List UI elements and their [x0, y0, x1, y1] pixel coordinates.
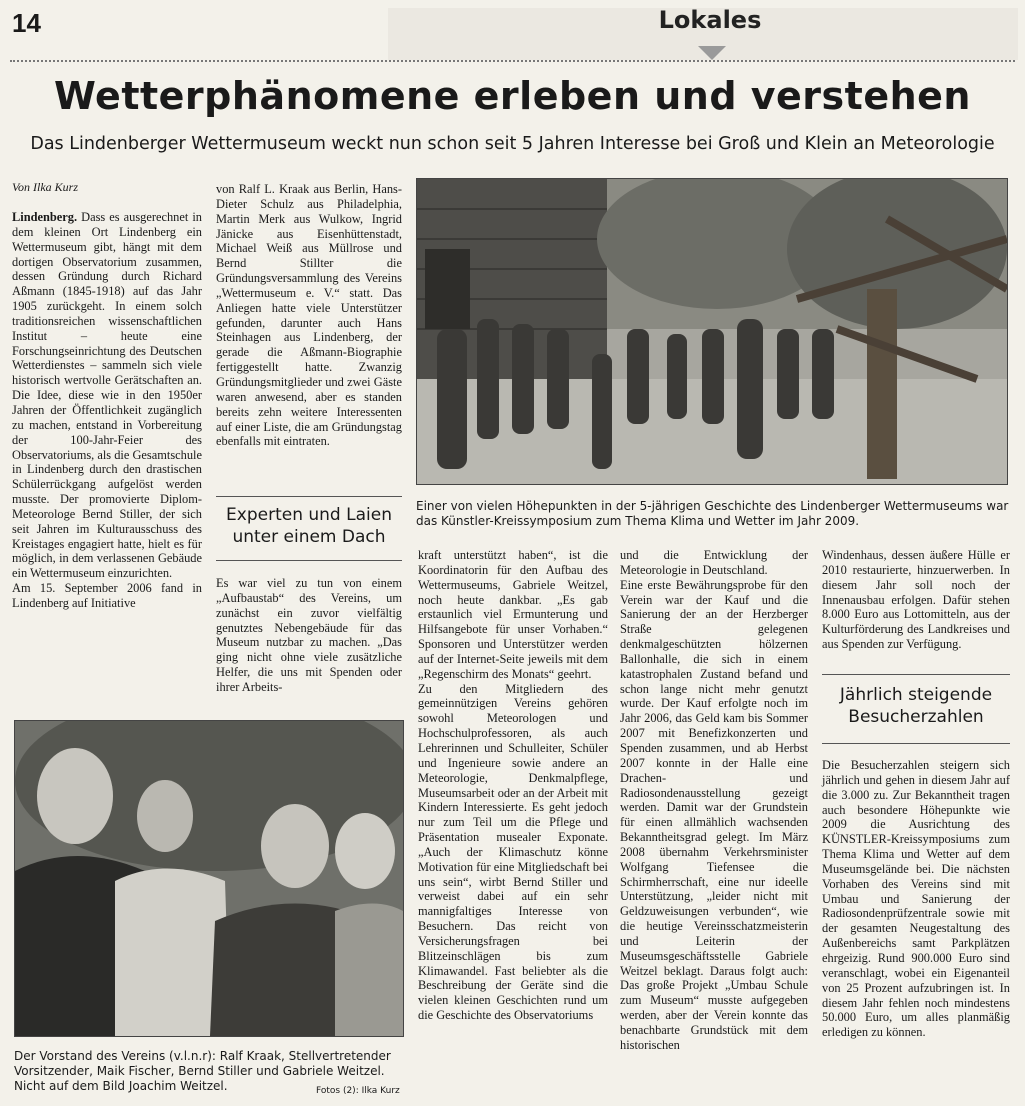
photo-credit: Fotos (2): Ilka Kurz	[316, 1086, 400, 1096]
page-number: 14	[12, 8, 41, 38]
intertitle-experten: Experten und Laien unter einem Dach	[226, 505, 392, 547]
col5-text: Windenhaus, dessen äußere Hülle er 2010 restaurierte, hinzuerwerben. In diesem Jahr soll noch der Innenausbau erfolgen. Dafür stehen 8.000 Euro aus Lottomitteln, aus der Kulturförderung des Landkreises und aus Spenden zur Verfügung.	[822, 548, 1010, 652]
article-column-1	[12, 210, 202, 611]
header-divider	[10, 60, 1015, 62]
photo-board-caption: Der Vorstand des Vereins (v.l.n.r): Ralf Kraak, Stellvertretender Vorsitzender, Maik Fischer, Bernd Stiller und Gabriele Weitzel. Nicht auf dem Bild Joachim Weitzel.	[14, 1049, 391, 1093]
photo-symposium-caption: Einer von vielen Höhepunkten in der 5-jährigen Geschichte des Lindenberger Wettermuseums war das Künstler-Kreissymposium zum Thema Klima und Wetter im Jahr 2009.	[416, 499, 1009, 528]
intertitle2-rule-bottom	[822, 743, 1010, 744]
photo-board	[14, 720, 404, 1037]
photo-symposium	[416, 178, 1008, 485]
col1-text2: Am 15. September 2006 fand in Lindenberg auf Initiative	[12, 581, 202, 610]
article-column-5b	[822, 758, 1010, 1040]
subheadline: Das Lindenberger Wettermuseum weckt nun schon seit 5 Jahren Interesse bei Groß und Klein an Meteorologie	[30, 134, 995, 154]
col2-text: von Ralf L. Kraak aus Berlin, Hans-Dieter Schulz aus Philadelphia, Martin Merk aus Wulkow, Ingrid Jänicke aus Eisenhüttenstadt, Michael Weiß aus Müllrose und Bernd Stillter die Gründungsversammlung des Vereins „Wettermuseum e. V.“ statt. Das Anliegen hatte viele Unterstützer gefunden, darunter auch Hans Steinhagen aus Lindenberg, der gerade die Aßmann-Biographie fertiggestellt hatte. Zwanzig Gründungsmitglieder und zwei Gäste waren anwesend, aber es standen bereits zehn weitere Interessenten auf einer Liste, die am Gründungstag ebenfalls mit eintraten.	[216, 182, 402, 449]
photo-board-image	[15, 721, 403, 1036]
article-column-2b	[216, 576, 402, 695]
intertitle-rule-bottom	[216, 560, 402, 561]
headline: Wetterphänomene erleben und verstehen	[54, 74, 971, 118]
dateline: Lindenberg.	[12, 210, 78, 224]
col1-text: Dass es ausgerechnet in dem kleinen Ort Lindenberg ein Wettermuseum gibt, hängt mit dem dortigen Observatorium zusammen, dessen Gründung durch Richard Aßmann (1845-1918) auf das Jahr 1905 zurückgeht. In einem solch traditionsreichen wissenschaftlichen Institut – heute eine Forschungseinrichtung des Deutschen Wetterdienstes – sammeln sich viele historisch wertvolle Gerätschaften an. Die Idee, diese wie in den 1950er Jahren der Öffentlichkeit zugänglich zu machen, entstand in Vorbereitung der 100-Jahr-Feier des Observatoriums, als die Gesamtschule in Lindenberg durch den drastischen Schülerrückgang aufgelöst werden musste. Der promovierte Diplom-Meteorologe Bernd Stiller, der sich seit Jahren im Kulturausschuss des Kreistages engagiert hatte, hielt es für möglich, in dem verlassenen Gebäude ein Wettermuseum einzurichten.	[12, 210, 202, 581]
intertitle2-rule-top	[822, 674, 1010, 675]
section-title: Lokales	[658, 6, 762, 34]
intertitle-besucherzahlen: Jährlich steigende Besucherzahlen	[839, 685, 993, 727]
article-column-3	[418, 548, 608, 1023]
col4-text2: Eine erste Bewährungsprobe für den Verein war der Kauf und die Sanierung der an der Herzberger Straße gelegenen denkmalgeschützten hölzernen Ballonhalle, die sich in einem katastrophalen Zustand befand und schon lange nicht mehr genutzt wurde. Der Kauf erfolgte noch im Jahr 2006, das Geld kam bis Sommer 2007 mit Benefizkonzerten und Spenden zusammen, und ab Herbst 2007 konnte in der Halle eine Drachen- und Radiosondenausstellung gezeigt werden. Damit war der Grundstein für einen allmählich wachsenden Bekanntheitsgrad gelegt. Im März 2008 übernahm Verkehrsminister Wolfgang Tiefensee die Schirmherrschaft, eine nur ideelle Unterstützung, „leider nicht mit Geldzuweisungen verbunden“, wie die heutige Vereinsschatzmeisterin und Leiterin der Museumsgeschäftsstelle Gabriele Weitzel beklagt. Daraus folgt auch: Das große Projekt „Umbau Schule zum Museum“ musste aufgegeben werden, aber der Verein konnte das benachbarte Grundstück mit dem historischen	[620, 577, 808, 1052]
article-column-4	[620, 548, 808, 1053]
col2-text2: Es war viel zu tun von einem „Aufbaustab“ des Vereins, um zunächst ein zuvor vielfältig genutztes Nebengebäude für das Museum nutzbar zu machen. „Das ging nicht ohne viele zusätzliche Helfer, die uns mit Spenden oder ihrer Arbeits-	[216, 576, 402, 694]
col3-text: kraft unterstützt haben“, ist die Koordinatorin für den Aufbau des Wettermuseums, Gabriele Weitzel, noch heute dankbar. „Es gab erstaunlich viel Ermunterung und Hilfsangebote für unser Vorhaben.“ Sponsoren und Unterstützer werden auf der Internet-Seite jeweils mit dem „Regenschirm des Monats“ geehrt.	[418, 548, 608, 681]
byline: Von Ilka Kurz	[12, 180, 78, 194]
col4-text: und die Entwicklung der Meteorologie in Deutschland.	[620, 548, 808, 577]
section-marker-triangle	[698, 46, 726, 60]
photo-symposium-image	[417, 179, 1007, 484]
article-column-2	[216, 182, 402, 449]
article-column-5	[822, 548, 1010, 652]
intertitle-rule-top	[216, 496, 402, 497]
col3-text2: Zu den Mitgliedern des gemeinnützigen Vereins gehören sowohl Meteorologen und Hochschulprofessoren, als auch Lehrerinnen und Schulleiter, Schüler und Ingenieure sowie andere an Meteorologie, Denkmalpflege, Museumsarbeit oder an der Arbeit mit Kindern Interessierte. Es geht jedoch nur zum Teil um die Pflege und Präsentation musealer Exponate. „Auch der Klimaschutz könne Motivation für eine Mitgliedschaft bei uns sein“, wirbt Bernd Stiller und verweist dabei auf ein sehr mannigfaltiges Interesse von Besuchern. Das reicht von Versicherungsfragen bei Blitzeinschlägen bis zum Klimawandel. Fast beliebter als die Beschreibung der Geräte sind die vielen kleinen Geschichten rund um die Geschichte des Observatoriums	[418, 681, 608, 1023]
col5-text2: Die Besucherzahlen steigern sich jährlich und gehen in diesem Jahr auf die 3.000 zu. Zur Bekanntheit tragen auch besondere Höhepunkte wie 2009 die Ausrichtung des KÜNSTLER-Kreissymposiums zum Thema Klima und Wetter auf dem Museumsgelände bei. Die nächsten Vorhaben des Vereins sind mit Umbau und Sanierung der Radiosondenprüfzentrale sowie mit der gesamten Neugestaltung des Außenbereichs samt Parkplätzen ehrgeizig. Rund 900.000 Euro sind veranschlagt, wobei ein Eigenanteil von 25 Prozent aufzubringen ist. In diesem Jahr fehlen noch mindestens 50.000 Euro, um alles planmäßig erledigen zu können.	[822, 758, 1010, 1040]
